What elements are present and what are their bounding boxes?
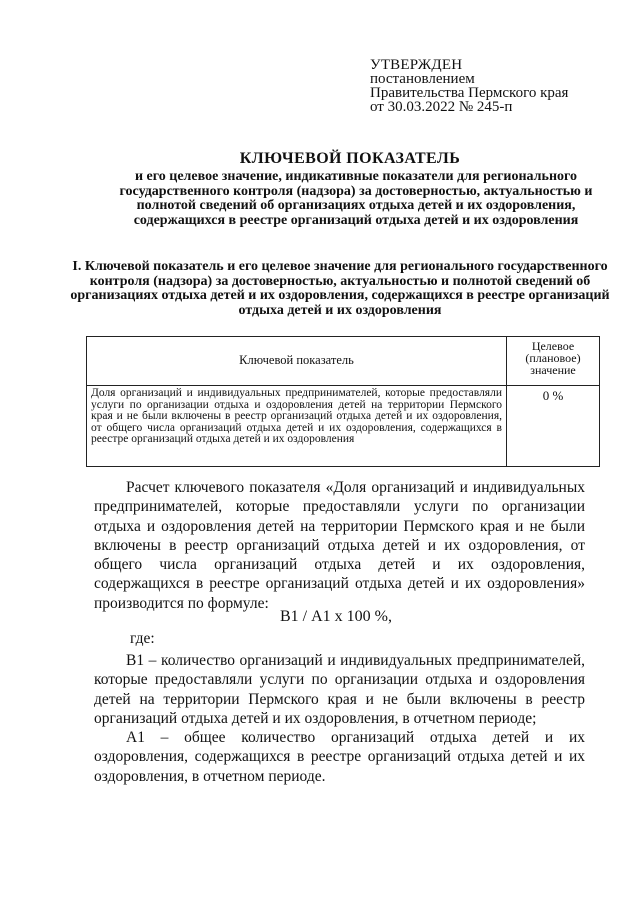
where-label: где:: [130, 630, 155, 647]
approval-line-3: от 30.03.2022 № 245-п: [370, 99, 513, 115]
key-indicator-table: [86, 336, 600, 467]
section-heading: I. Ключевой показатель и его целевое значение для регионального государственного контроля (надзора) за достоверностью, актуальностью и полнотой сведений об организациях отдыха детей и их оздоровления, содержащихся в реестре организаций отдыха детей и их оздоровления: [70, 259, 610, 318]
approval-line-1: постановлением: [370, 71, 475, 87]
table-row: [87, 386, 600, 467]
approval-stamp: [370, 58, 610, 114]
cell-indicator: Доля организаций и индивидуальных предпринимателей, которые предоставляли услуги по организации отдыха и оздоровления детей на территории Пермского края и не были включены в реестр организаций отдыха детей и их оздоровления, от общего числа организаций отдыха детей и их оздоровления, содержащихся в реестре организаций отдыха детей и их оздоровления: [87, 386, 507, 467]
calculation-paragraph: Расчет ключевого показателя «Доля организаций и индивидуальных предпринимателей, которые предоставляли услуги по организации отдыха и оздоровления детей на территории Пермского края и не были включены в реестр организаций отдыха детей и их оздоровления, от общего числа организаций отдыха детей и их оздоровления, содержащихся в реестре организаций отдыха детей и их оздоровления» производится по формуле:: [94, 479, 585, 612]
table-header-row: [87, 337, 600, 386]
cell-target: 0 %: [507, 386, 600, 467]
formula: В1 / А1 х 100 %,: [280, 608, 392, 625]
definition-a1: А1 – общее количество организаций отдыха детей и их оздоровления, содержащихся в реестре организаций отдыха детей и их оздоровления, в отчетном периоде.: [94, 729, 585, 785]
approval-line-2: Правительства Пермского края: [370, 85, 569, 101]
definition-b1: В1 – количество организаций и индивидуальных предпринимателей, которые предоставляли услуги по организации отдыха и оздоровления детей на территории Пермского края и не были включены в реестр организаций отдыха детей и их оздоровления, в отчетном периоде;: [94, 652, 585, 727]
approval-heading: УТВЕРЖДЕН: [370, 57, 463, 73]
document-title: КЛЮЧЕВОЙ ПОКАЗАТЕЛЬ: [239, 150, 461, 167]
document-subtitle: и его целевое значение, индикативные показатели для регионального государственного контроля (надзора) за достоверностью, актуальностью и полнотой сведений об организациях отдыха детей и их оздоровления, содержащихся в реестре организаций отдыха детей и их оздоровления: [119, 169, 593, 228]
header-target: Целевое (плановое) значение: [507, 337, 600, 386]
header-indicator: Ключевой показатель: [87, 337, 507, 386]
